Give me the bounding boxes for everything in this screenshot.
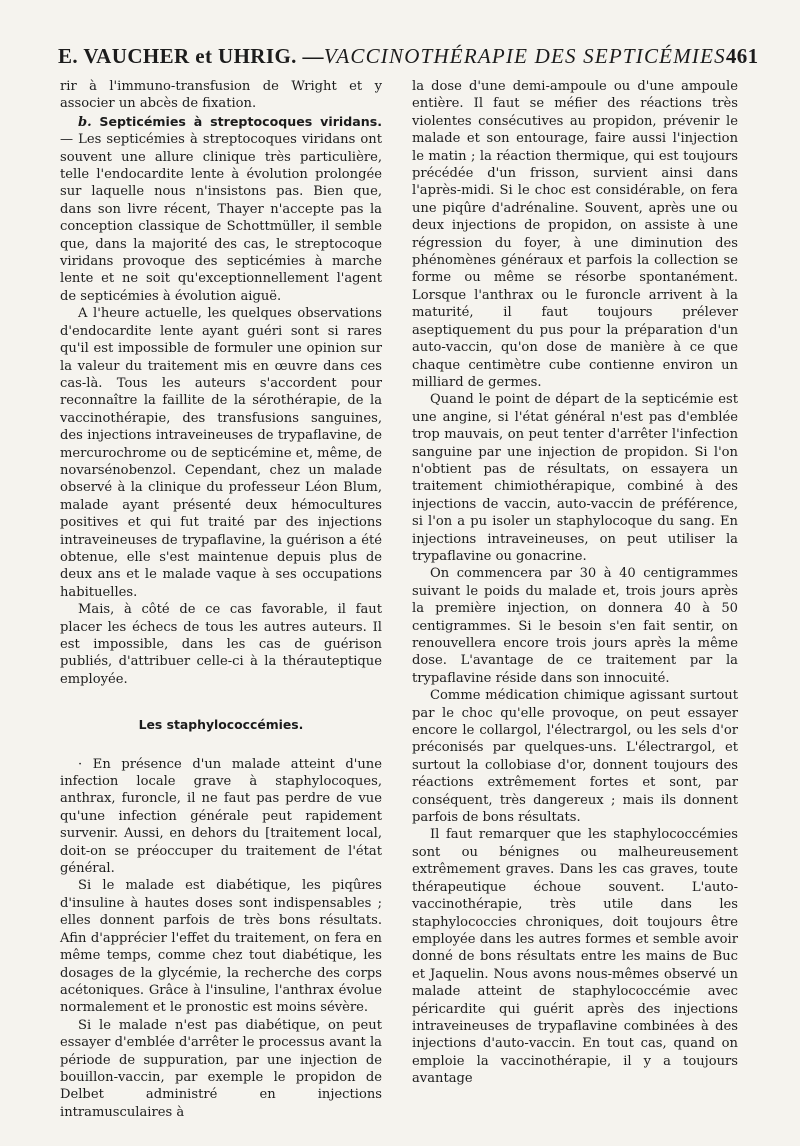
paragraph: Quand le point de départ de la septicémie est une angine, si l'état général n'est pas d'emblée trop mauvais, on peut tenter d'arrêter l'infection sanguine par une injection de propidon. Si l'on n'obtient pas de résultats, on essayera un traitement chimiothérapique, combiné à des injections de vaccin, auto-vaccin de préférence, si l'on a pu isoler un staphylocoque du sang. En injections intraveineuses, on peut utiliser la trypaflavine ou gonacrine. <box>412 392 738 564</box>
page-number: 461 <box>725 44 759 68</box>
section-heading: Les staphylococcémies. <box>138 717 304 733</box>
right-column <box>412 78 738 1088</box>
paragraph: Il faut remarquer que les staphylococcémies sont ou bénignes ou malheureusement extrêmement graves. Dans les cas graves, toute thérapeutique échoue souvent. L'auto-vaccinothérapie, très utile dans les staphylococcies chroniques, doit toujours être employée dans les autres formes et semble avoir donné de bons résultats entre les mains de Buc et Jaquelin. Nous avons nous-mêmes observé un malade atteint de staphylococcémie avec péricardite qui guérit après des injections intraveineuses de trypaflavine combinées à des injections d'auto-vaccin. En tout cas, quand on emploie la vaccinothérapie, il y a toujours avantage <box>412 827 738 1087</box>
paragraph: · En présence d'un malade atteint d'une infection locale grave à staphylocoques, anthrax, furoncle, il ne faut pas perdre de vue qu'une infection générale peut rapidement survenir. Aussi, en dehors du [traitement local, doit-on se préoccuper du traitement de l'état général. <box>60 756 382 877</box>
paragraph: Si le malade est diabétique, les piqûres d'insuline à hautes doses sont indispensables ; elles donnent parfois de très bons résultats. Afin d'apprécier l'effet du traitement, on fera en même temps, comme chez tout diabétique, les dosages de la glycémie, la recherche des corps acétoniques. Grâce à l'insuline, l'anthrax évolue normalement et le pronostic est moins sévère. <box>60 878 382 1016</box>
paragraph: rir à l'immuno-transfusion de Wright et y associer un abcès de fixation. <box>60 79 382 112</box>
subsection-letter: b. <box>78 114 92 130</box>
paragraph-streptococcus <box>60 113 382 305</box>
header-authors: E. VAUCHER et UHRIG. — <box>58 44 324 68</box>
paragraph: A l'heure actuelle, les quelques observations d'endocardite lente ayant guéri sont si rares qu'il est impossible de formuler une opinion sur la valeur du traitement mis en œuvre dans ces cas-là. Tous les auteurs s'accordent pour reconnaître la faillite de la sérothérapie, de la vaccinothérapie, des transfusions sanguines, des injections intraveineuses de trypaflavine, de mercurochrome ou de septicémine et, même, de novarsénobenzol. Cependant, chez un malade observé à la clinique du professeur Léon Blum, malade ayant présenté deux hémocultures positives et qui fut traité par des injections intraveineuses de trypaflavine, la guérison a été obtenue, elle s'est maintenue depuis plus de deux ans et le malade vaque à ses occupations habituelles. <box>60 306 382 600</box>
running-header <box>58 44 759 69</box>
left-column <box>60 78 382 1121</box>
paragraph: On commencera par 30 à 40 centigrammes suivant le poids du malade et, trois jours après la première injection, on donnera 40 à 50 centigrammes. Si le besoin s'en fait sentir, on renouvellera encore trois jours après la même dose. L'avantage de ce traitement par la trypaflavine réside dans son innocuité. <box>412 566 738 686</box>
paragraph: la dose d'une demi-ampoule ou d'une ampoule entière. Il faut se méfier des réactions très violentes consécutives au propidon, prévenir le malade et son entourage, faire aussi l'injection le matin ; la réaction thermique, qui est toujours précédée d'un frisson, survient ainsi dans l'après-midi. Si le choc est considérable, on fera une piqûre d'adrénaline. Souvent, après une ou deux injections de propidon, on assiste à une régression du foyer, à une diminution des phénomènes généraux et parfois la collection se forme ou même se résorbe spontanément. Lorsque l'anthrax ou le furoncle arrivent à la maturité, il faut toujours prélever aseptiquement du pus pour la préparation d'un auto-vaccin, qu'on dose de manière à ce que chaque centimètre cube contienne environ un milliard de germes. <box>412 79 738 390</box>
paragraph-text: — Les septicémies à streptocoques viridans ont souvent une allure clinique très particulière, telle l'endocardite lente à évolution prolongée sur laquelle nous n'insistons pas. Bien que, dans son livre récent, Thayer n'accepte pas la conception classique de Schottmüller, il semble que, dans la majorité des cas, le streptocoque viridans provoque des septicémies à marche lente et ne soit qu'exceptionnellement l'agent de septicémies à évolution aiguë. <box>60 132 382 304</box>
paragraph: Mais, à côté de ce cas favorable, il faut placer les échecs de tous les autres auteurs. Il est impossible, dans les cas de guérison publiés, d'attribuer celle-ci à la thérauteptique employée. <box>60 602 382 687</box>
header-title: VACCINOTHÉRAPIE DES SEPTICÉMIES <box>323 44 726 68</box>
subsection-heading: Septicémies à streptocoques viridans. <box>99 113 382 129</box>
paragraph: Comme médication chimique agissant surtout par le choc qu'elle provoque, on peut essayer encore le collargol, l'électrargol, ou les sels d'or préconisés par quelques-uns. L'électrargol, et surtout la collobiase d'or, donnent toujours des réactions extrêmement fortes et sont, par conséquent, très dangereux ; mais ils donnent parfois de bons résultats. <box>412 688 738 826</box>
paragraph: Si le malade n'est pas diabétique, on peut essayer d'emblée d'arrêter le processus avant la période de suppuration, par une injection de bouillon-vaccin, par exemple le propidon de Delbet administré en injections intramusculaires à <box>60 1017 382 1120</box>
